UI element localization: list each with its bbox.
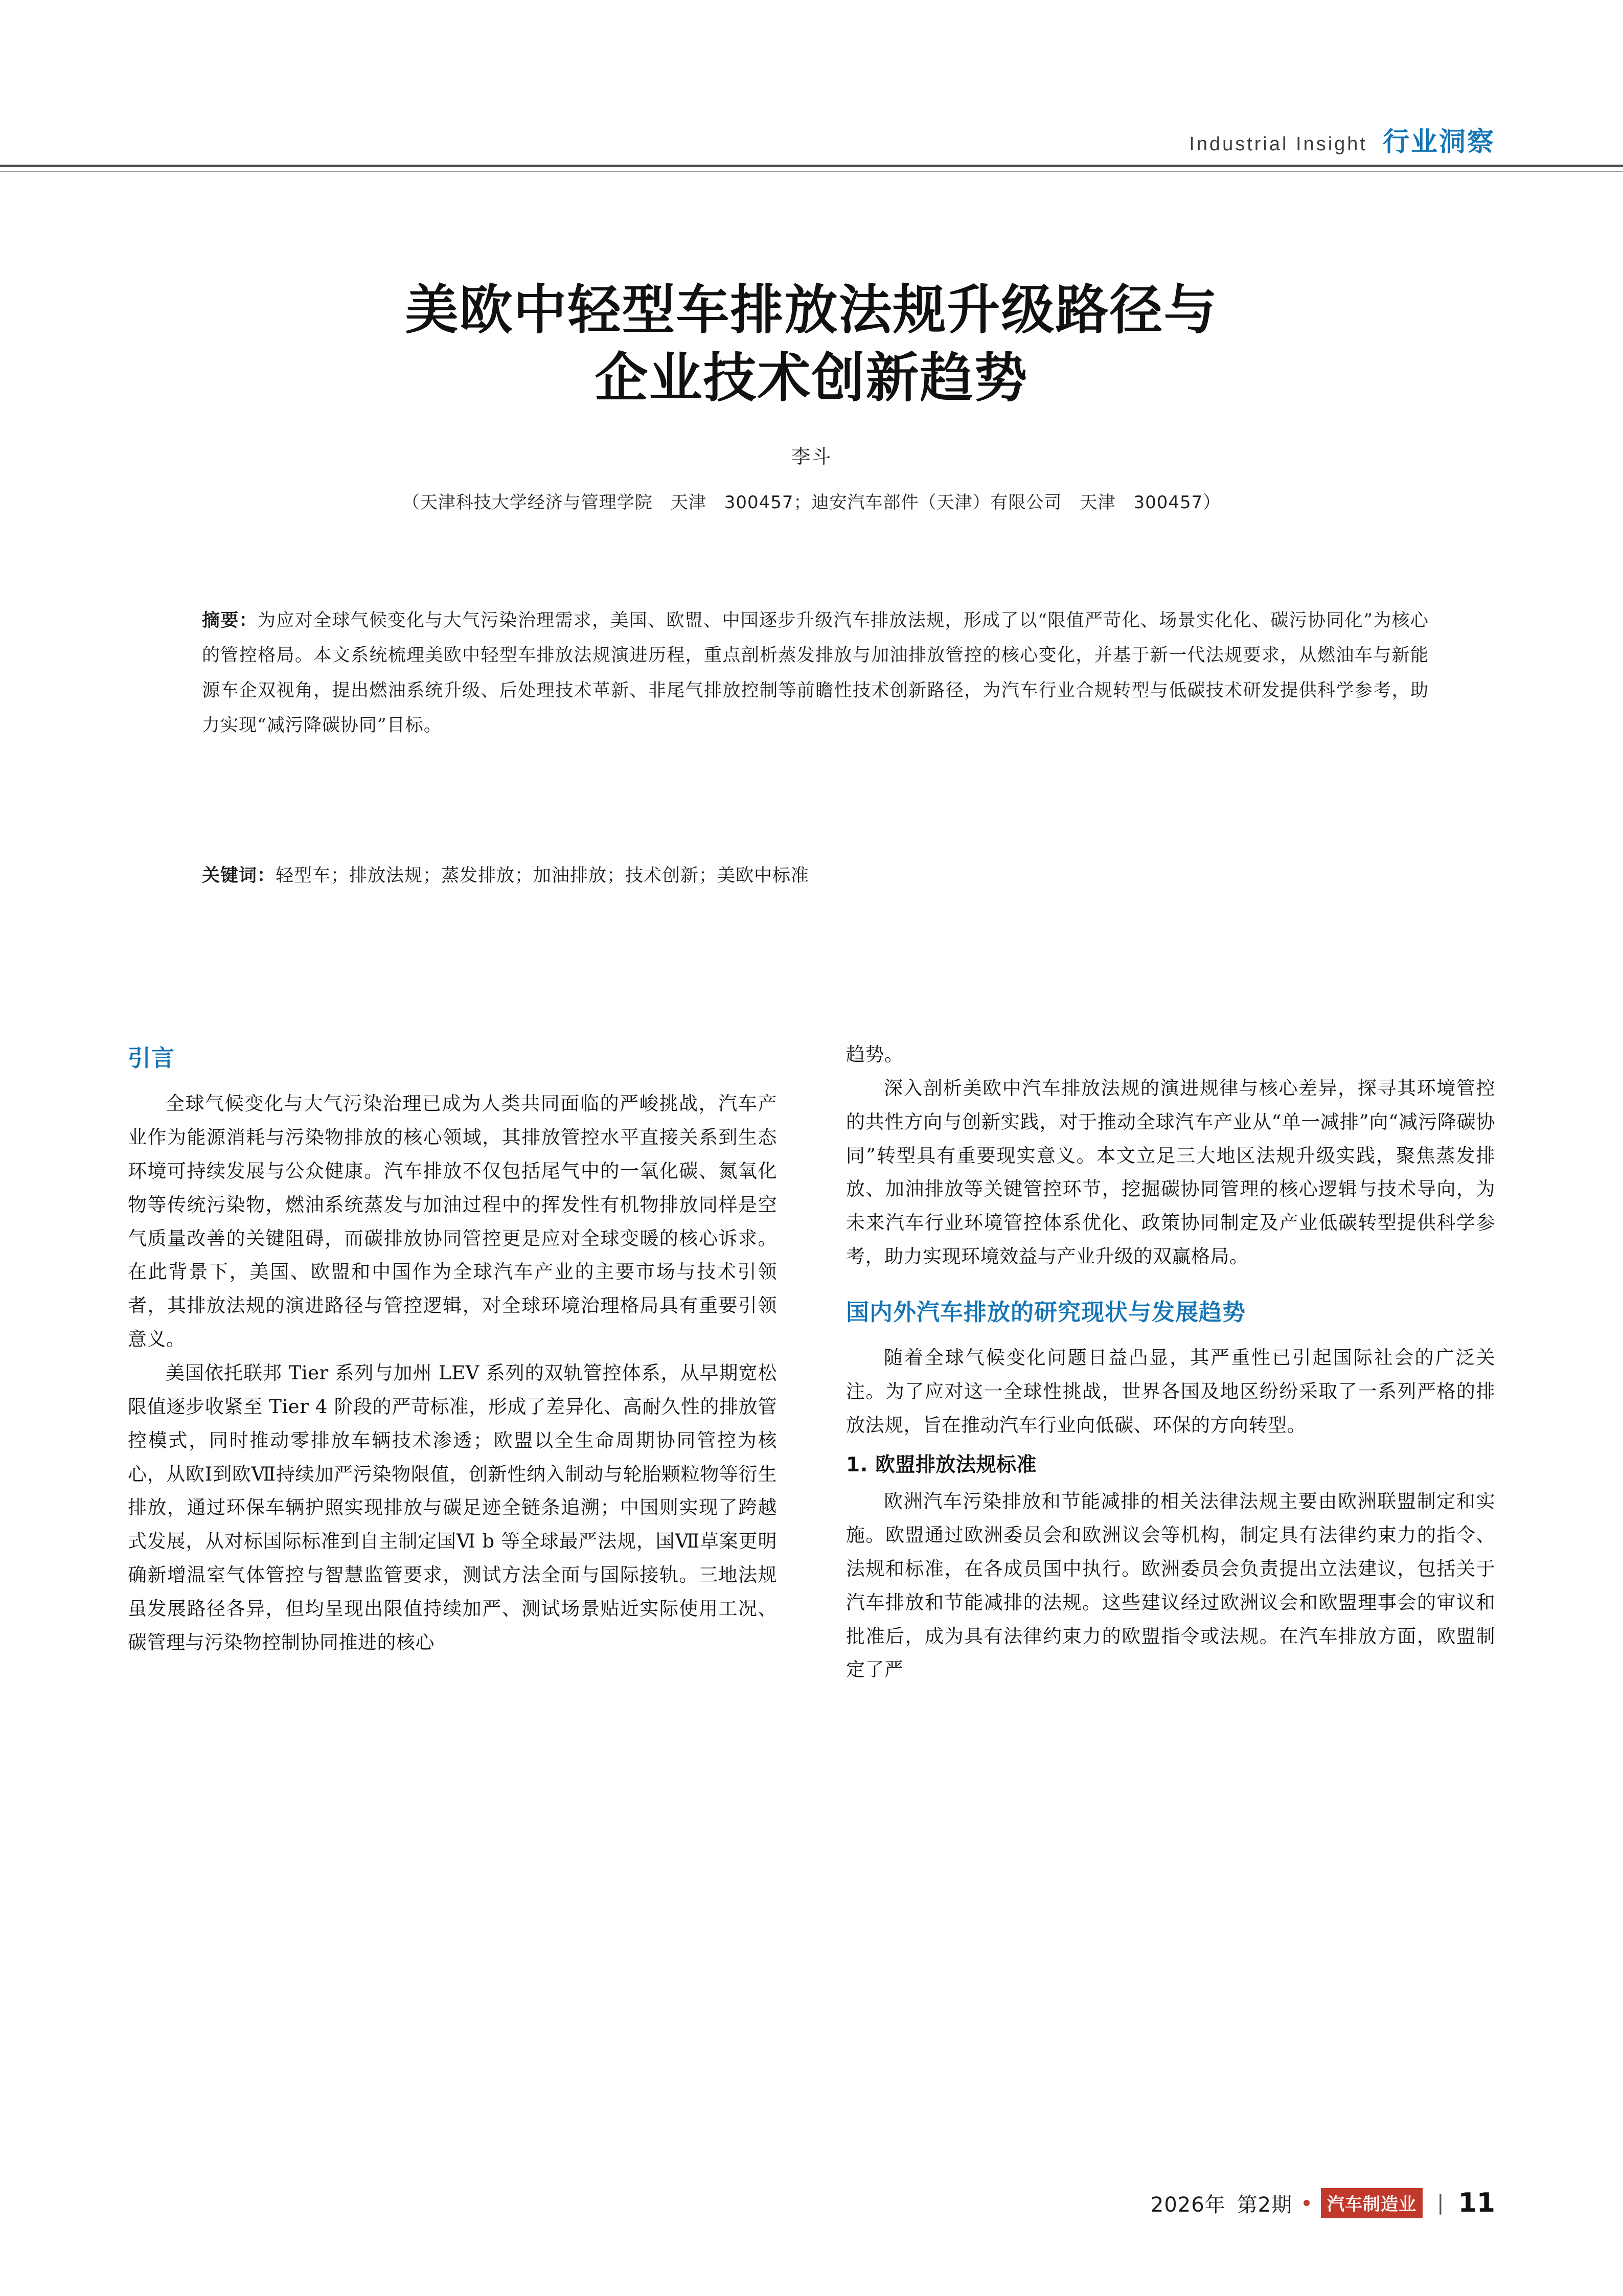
page-number: 11	[1458, 2188, 1495, 2218]
left-paragraph-2: 美国依托联邦 Tier 系列与加州 LEV 系列的双轨管控体系，从早期宽松限值逐步收紧至 Tier 4 阶段的严苛标准，形成了差异化、高耐久性的排放管控模式，同时推动零排放车辆技术渗透；欧盟以全生命周期协同管控为核心，从欧Ⅰ到欧Ⅶ持续加严污染物限值，创新性纳入制动与轮胎颗粒物等衍生排放，通过环保车辆护照实现排放与碳足迹全链条追溯；中国则实现了跨越式发展，从对标国际标准到自主制定国Ⅵ b 等全球最严法规，国Ⅶ草案更明确新增温室气体管控与智慧监管要求，测试方法全面与国际接轨。三地法规虽发展路径各异，但均呈现出限值持续加严、测试场景贴近实际使用工况、碳管理与污染物控制协同推进的核心	[128, 1361, 777, 1653]
header-english-label: Industrial Insight	[1189, 133, 1367, 155]
right-column	[846, 1038, 1495, 2127]
magazine-logo: 汽车制造业	[1321, 2188, 1423, 2218]
keywords-label: 关键词：	[202, 866, 276, 886]
right-paragraph-1: 深入剖析美欧中汽车排放法规的演进规律与核心差异，探寻其环境管控的共性方向与创新实践，对于推动全球汽车产业从“单一减排”向“减污降碳协同”转型具有重要现实意义。本文立足三大地区法规升级实践，聚焦蒸发排放、加油排放等关键管控环节，挖掘碳协同管理的核心逻辑与技术导向，为未来汽车行业环境管控体系优化、政策协同制定及产业低碳转型提供科学参考，助力实现环境效益与产业升级的双赢格局。	[846, 1077, 1495, 1268]
abstract-block	[202, 603, 1429, 743]
right-paragraph-3: 欧洲汽车污染排放和节能减排的相关法律法规主要由欧洲联盟制定和实施。欧盟通过欧洲委员会和欧洲议会等机构，制定具有法律约束力的指令、法规和标准，在各成员国中执行。欧洲委员会负责提出立法建议，包括关于汽车排放和节能减排的法规。这些建议经过欧洲议会和欧盟理事会的审议和批准后，成为具有法律约束力的欧盟指令或法规。在汽车排放方面，欧盟制定了严	[846, 1490, 1495, 1681]
right-paragraph-2: 随着全球气候变化问题日益凸显，其严重性已引起国际社会的广泛关注。为了应对这一全球性挑战，世界各国及地区纷纷采取了一系列严格的排放法规，旨在推动汽车行业向低碳、环保的方向转型。	[846, 1347, 1495, 1436]
right-continuation-text: 趋势。	[846, 1043, 904, 1065]
page-title	[128, 276, 1495, 412]
left-paragraph-1: 全球气候变化与大气污染治理已成为人类共同面临的严峻挑战，汽车产业作为能源消耗与污染物排放的核心领域，其排放管控水平直接关系到生态环境可持续发展与公众健康。汽车排放不仅包括尾气中的一氧化碳、氮氧化物等传统污染物，燃油系统蒸发与加油过程中的挥发性有机物排放同样是空气质量改善的关键阻碍，而碳排放协同管控更是应对全球变暖的核心诉求。在此背景下，美国、欧盟和中国作为全球汽车产业的主要市场与技术引领者，其排放法规的演进路径与管控逻辑，对全球环境治理格局具有重要引领意义。	[128, 1093, 777, 1351]
keywords-text: 轻型车；排放法规；蒸发排放；加油排放；技术创新；美欧中标准	[276, 866, 810, 886]
footer-separator: |	[1437, 2191, 1444, 2215]
author-name: 李斗	[791, 445, 832, 468]
header-divider-thin	[0, 171, 1623, 172]
header-chinese-label: 行业洞察	[1382, 127, 1495, 157]
left-section-heading: 引言	[128, 1044, 175, 1072]
right-section-heading: 国内外汽车排放的研究现状与发展趋势	[846, 1299, 1246, 1326]
title-line-1: 美欧中轻型车排放法规升级路径与	[405, 279, 1218, 341]
header-divider-thick	[0, 165, 1623, 167]
page-header	[0, 107, 1623, 158]
abstract-label: 摘要：	[202, 610, 258, 631]
keywords-block	[202, 859, 1429, 893]
author-affiliation: （天津科技大学经济与管理学院 天津 300457；迪安汽车部件（天津）有限公司 天津 300457）	[402, 492, 1221, 513]
left-column	[128, 1038, 777, 2127]
title-block	[128, 276, 1495, 513]
abstract-text: 为应对全球气候变化与大气污染治理需求，美国、欧盟、中国逐步升级汽车排放法规，形成了以“限值严苛化、场景实化化、碳污协同化”为核心的管控格局。本文系统梳理美欧中轻型车排放法规演进历程，重点剖析蒸发排放与加油排放管控的核心变化，并基于新一代法规要求，从燃油车与新能源车企双视角，提出燃油系统升级、后处理技术革新、非尾气排放控制等前瞻性技术创新路径，为汽车行业合规转型与低碳技术研发提供科学参考，助力实现“减污降碳协同”目标。	[202, 610, 1429, 736]
footer-bullet-icon	[1304, 2200, 1310, 2206]
body-columns	[128, 1038, 1495, 2127]
page-footer	[1151, 2188, 1495, 2218]
footer-issue: 第2期	[1237, 2193, 1293, 2217]
footer-year: 2026年	[1150, 2193, 1226, 2217]
title-line-2: 企业技术创新趋势	[595, 347, 1028, 410]
right-subsection-heading: 1. 欧盟排放法规标准	[846, 1453, 1037, 1476]
